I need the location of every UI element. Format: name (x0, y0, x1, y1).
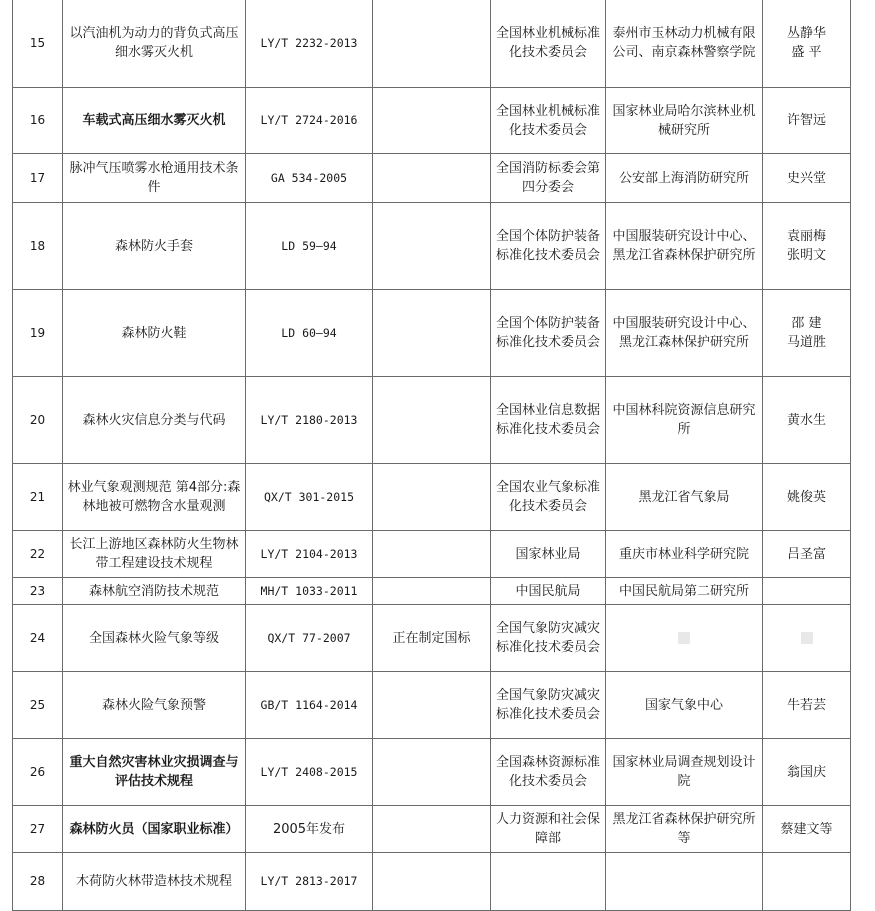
committee: 全国林业机械标准化技术委员会 (491, 0, 606, 88)
row-number: 28 (13, 853, 63, 911)
drafting-unit: 中国服装研究设计中心、黑龙江省森林保护研究所 (606, 203, 763, 290)
standard-name: 重大自然灾害林业灾损调查与评估技术规程 (63, 739, 246, 806)
row-number: 25 (13, 672, 63, 739)
drafting-unit (606, 605, 763, 672)
standard-code: LY/T 2180-2013 (246, 377, 373, 464)
drafter: 袁丽梅 张明文 (763, 203, 851, 290)
committee: 全国林业机械标准化技术委员会 (491, 88, 606, 154)
standard-name: 全国森林火险气象等级 (63, 605, 246, 672)
placeholder-mark (801, 632, 813, 644)
row-number: 15 (13, 0, 63, 88)
drafter (763, 605, 851, 672)
note (373, 0, 491, 88)
note (373, 578, 491, 605)
standard-name: 林业气象观测规范 第4部分:森林地被可燃物含水量观测 (63, 464, 246, 531)
row-number: 17 (13, 154, 63, 203)
note (373, 672, 491, 739)
drafting-unit: 国家林业局调查规划设计院 (606, 739, 763, 806)
table-row (13, 531, 851, 578)
committee: 全国森林资源标准化技术委员会 (491, 739, 606, 806)
committee: 全国气象防灾减灾标准化技术委员会 (491, 672, 606, 739)
note (373, 531, 491, 578)
note: 正在制定国标 (373, 605, 491, 672)
standard-name: 以汽油机为动力的背负式高压细水雾灭火机 (63, 0, 246, 88)
standard-name: 森林火险气象预警 (63, 672, 246, 739)
drafter: 牛若芸 (763, 672, 851, 739)
note (373, 377, 491, 464)
note (373, 464, 491, 531)
standard-name: 森林防火手套 (63, 203, 246, 290)
standard-code: GA 534-2005 (246, 154, 373, 203)
note (373, 88, 491, 154)
committee: 全国个体防护装备 标准化技术委员会 (491, 203, 606, 290)
note (373, 806, 491, 853)
row-number: 18 (13, 203, 63, 290)
table-row (13, 203, 851, 290)
table-row (13, 739, 851, 806)
row-number: 26 (13, 739, 63, 806)
table-row (13, 290, 851, 377)
note (373, 203, 491, 290)
row-number: 24 (13, 605, 63, 672)
committee: 中国民航局 (491, 578, 606, 605)
drafter: 丛静华 盛 平 (763, 0, 851, 88)
drafting-unit: 国家气象中心 (606, 672, 763, 739)
row-number: 20 (13, 377, 63, 464)
standard-code: LD 60—94 (246, 290, 373, 377)
committee: 全国消防标委会第四分委会 (491, 154, 606, 203)
committee: 全国气象防灾减灾标准化技术委员会 (491, 605, 606, 672)
drafter (763, 853, 851, 911)
row-number: 16 (13, 88, 63, 154)
standard-name: 木荷防火林带造林技术规程 (63, 853, 246, 911)
standard-code: QX/T 301-2015 (246, 464, 373, 531)
drafter: 吕圣富 (763, 531, 851, 578)
standard-name: 脉冲气压喷雾水枪通用技术条件 (63, 154, 246, 203)
standard-code: 2005年发布 (246, 806, 373, 853)
standard-name: 森林防火员（国家职业标准） (63, 806, 246, 853)
placeholder-mark (678, 632, 690, 644)
committee: 国家林业局 (491, 531, 606, 578)
table-row (13, 578, 851, 605)
note (373, 739, 491, 806)
drafting-unit: 重庆市林业科学研究院 (606, 531, 763, 578)
drafting-unit: 黑龙江省气象局 (606, 464, 763, 531)
standard-code: GB/T 1164-2014 (246, 672, 373, 739)
standard-code: QX/T 77-2007 (246, 605, 373, 672)
standard-code: LY/T 2104-2013 (246, 531, 373, 578)
drafting-unit: 公安部上海消防研究所 (606, 154, 763, 203)
table-row (13, 88, 851, 154)
table-row (13, 672, 851, 739)
drafter: 许智远 (763, 88, 851, 154)
standard-code: MH/T 1033-2011 (246, 578, 373, 605)
table-row (13, 154, 851, 203)
committee: 人力资源和社会保障部 (491, 806, 606, 853)
row-number: 23 (13, 578, 63, 605)
committee: 全国个体防护装备 标准化技术委员会 (491, 290, 606, 377)
committee (491, 853, 606, 911)
drafter: 史兴堂 (763, 154, 851, 203)
row-number: 22 (13, 531, 63, 578)
standard-name: 车载式高压细水雾灭火机 (63, 88, 246, 154)
table-row (13, 605, 851, 672)
drafting-unit: 黑龙江省森林保护研究所等 (606, 806, 763, 853)
drafting-unit: 国家林业局哈尔滨林业机械研究所 (606, 88, 763, 154)
drafting-unit: 中国服装研究设计中心、黑龙江森林保护研究所 (606, 290, 763, 377)
standards-table (12, 0, 851, 911)
note (373, 154, 491, 203)
standard-name: 森林火灾信息分类与代码 (63, 377, 246, 464)
table-row (13, 806, 851, 853)
drafter: 姚俊英 (763, 464, 851, 531)
standard-name: 森林航空消防技术规范 (63, 578, 246, 605)
drafting-unit (606, 853, 763, 911)
table-row (13, 853, 851, 911)
standard-code: LY/T 2408-2015 (246, 739, 373, 806)
drafter: 翁国庆 (763, 739, 851, 806)
committee: 全国农业气象标准化技术委员会 (491, 464, 606, 531)
standard-code: LY/T 2232-2013 (246, 0, 373, 88)
drafter (763, 578, 851, 605)
table-row (13, 0, 851, 88)
standard-code: LY/T 2813-2017 (246, 853, 373, 911)
table-row (13, 464, 851, 531)
row-number: 27 (13, 806, 63, 853)
row-number: 21 (13, 464, 63, 531)
standard-name: 森林防火鞋 (63, 290, 246, 377)
drafting-unit: 泰州市玉林动力机械有限公司、南京森林警察学院 (606, 0, 763, 88)
table-row (13, 377, 851, 464)
standard-name: 长江上游地区森林防火生物林带工程建设技术规程 (63, 531, 246, 578)
standard-code: LY/T 2724-2016 (246, 88, 373, 154)
drafter: 黄水生 (763, 377, 851, 464)
drafting-unit: 中国林科院资源信息研究所 (606, 377, 763, 464)
note (373, 853, 491, 911)
drafting-unit: 中国民航局第二研究所 (606, 578, 763, 605)
row-number: 19 (13, 290, 63, 377)
committee: 全国林业信息数据 标准化技术委员会 (491, 377, 606, 464)
drafter: 蔡建文等 (763, 806, 851, 853)
note (373, 290, 491, 377)
standard-code: LD 59—94 (246, 203, 373, 290)
drafter: 邵 建 马道胜 (763, 290, 851, 377)
